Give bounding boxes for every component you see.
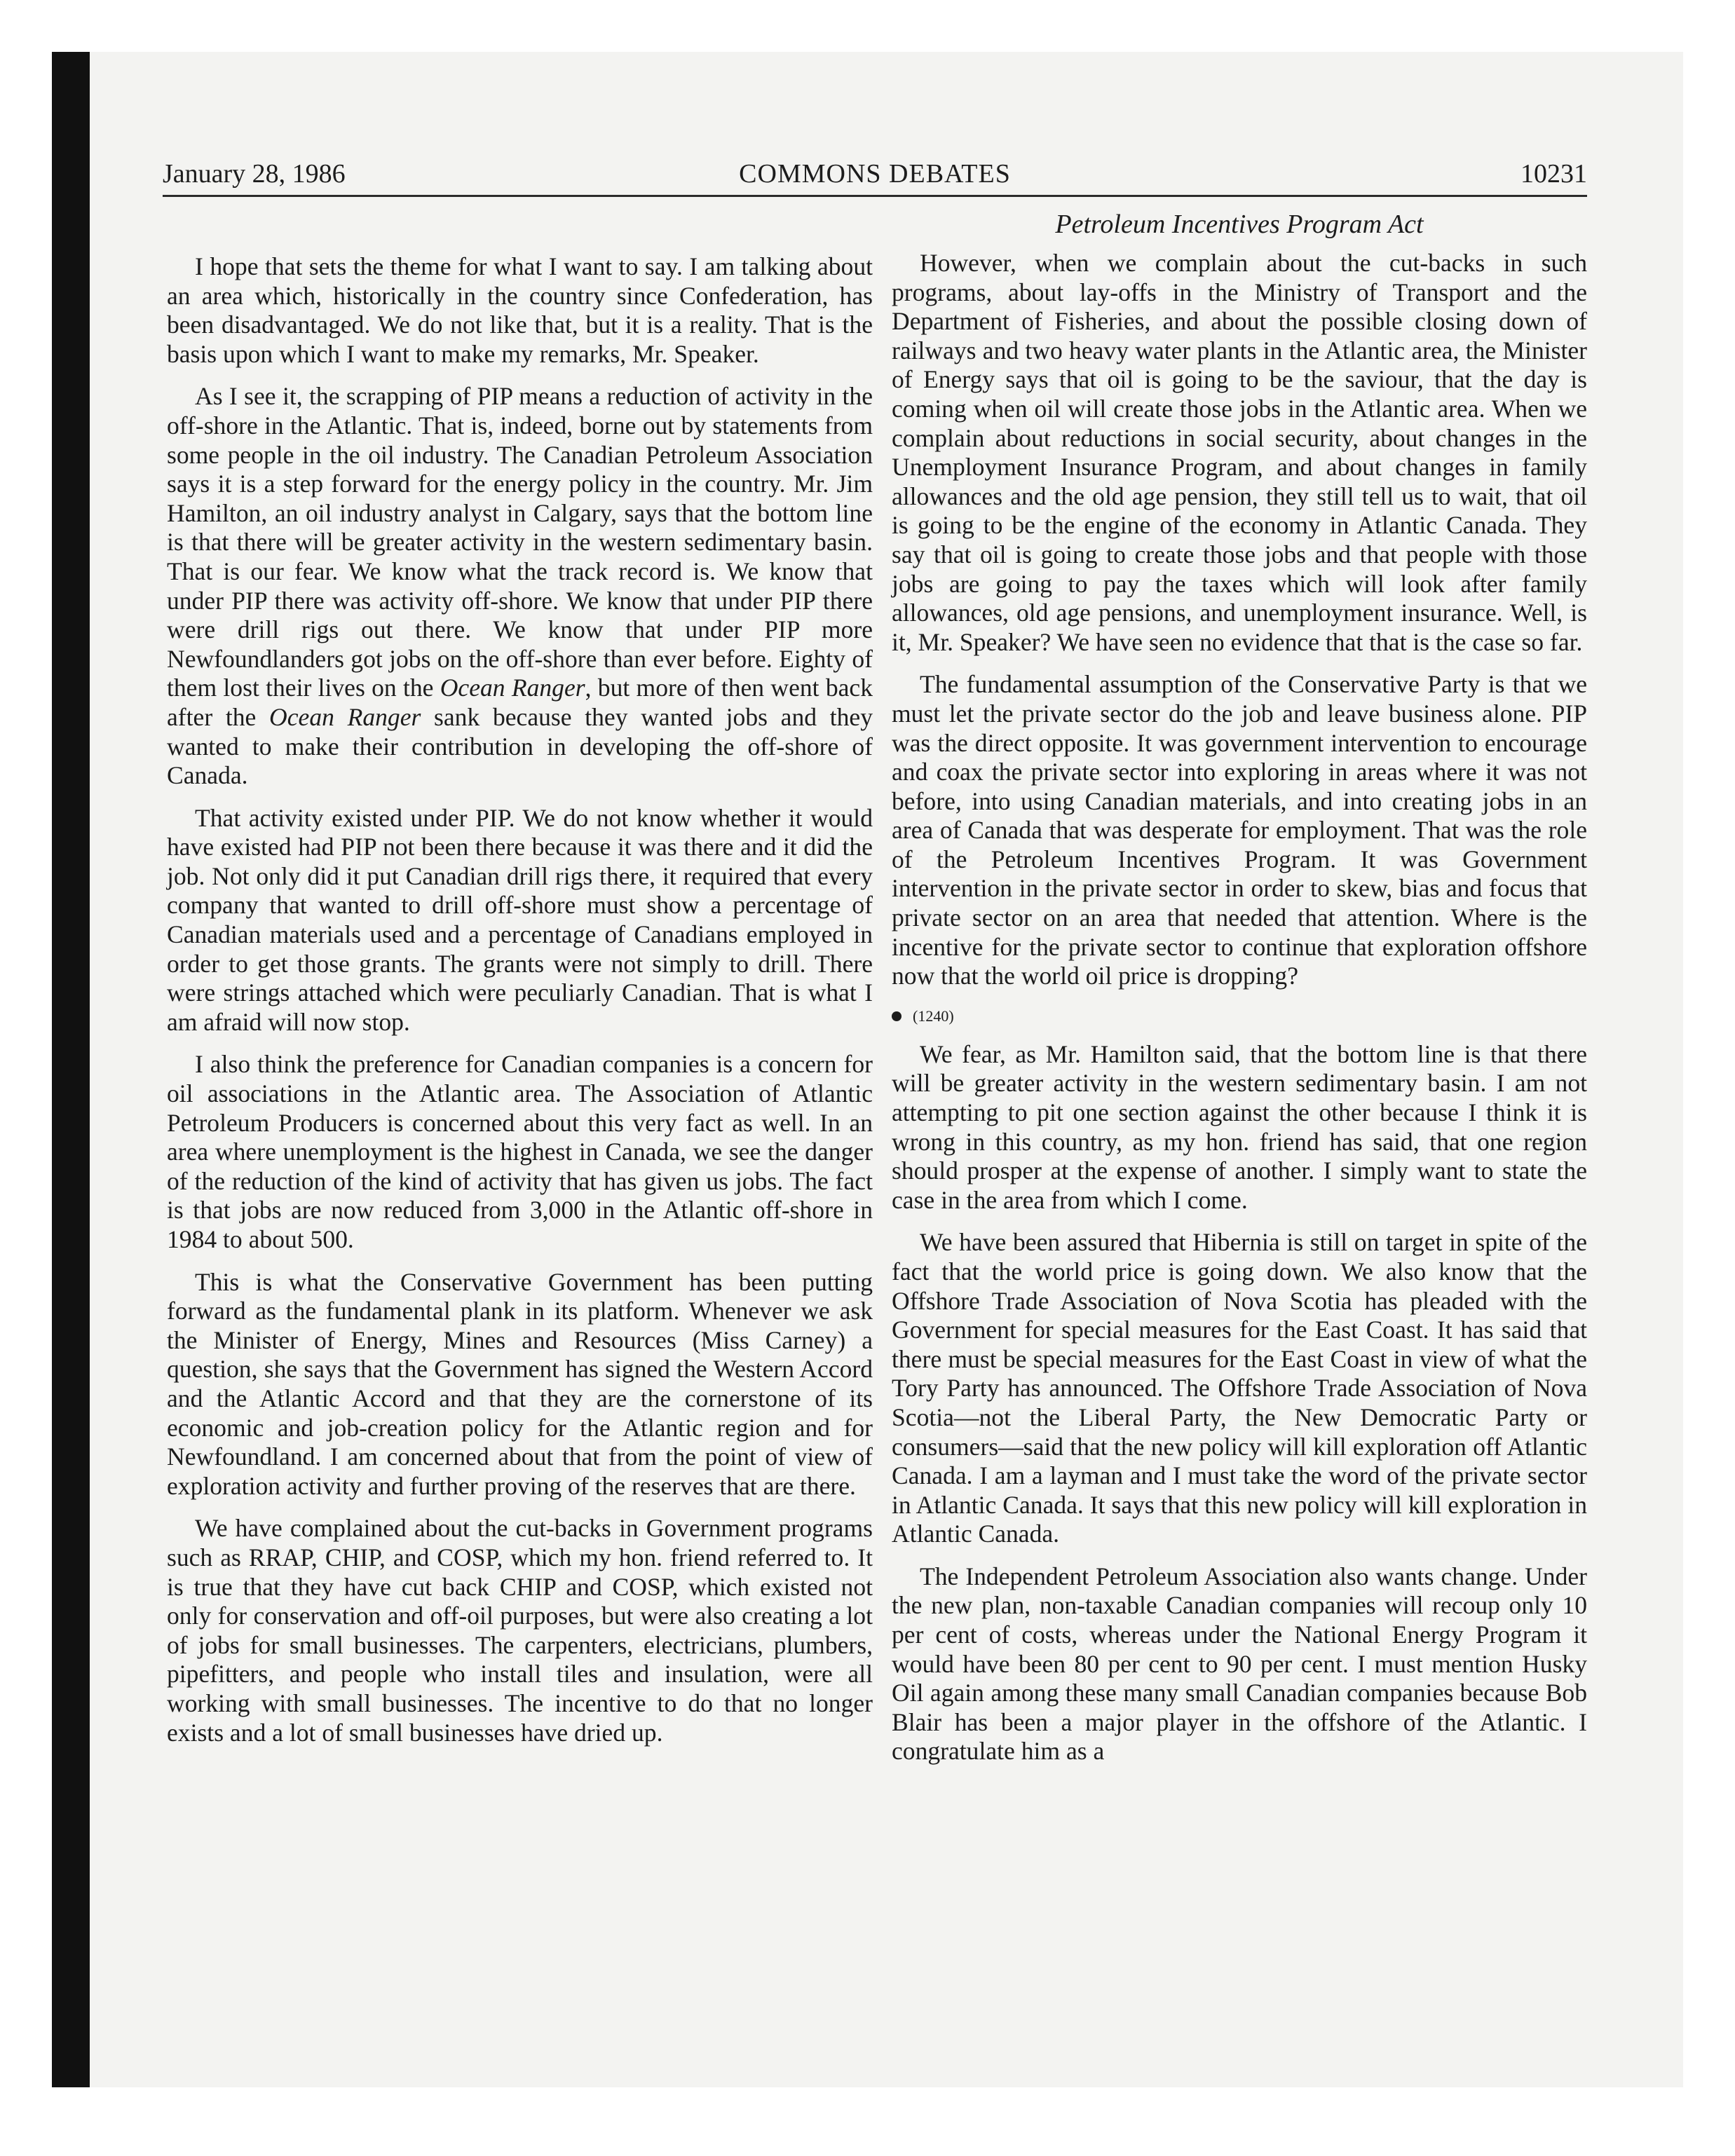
paragraph: However, when we complain about the cut-backs in such programs, about lay-offs in the Ministry of Transport and the Department of Fisheries, and about the possible closing down of railways and two heavy water plants in the Atlantic area, the Minister of Energy says that oil is going to be the saviour, that the day is coming when oil will create those jobs in the Atlantic area. When we complain about reductions in social security, about changes in the Unemployment Insurance Program, and about changes in family allowances and the old age pension, they still tell us to wait, that oil is going to be the engine of the economy in Atlantic Canada. They say that oil is going to create those jobs and that people with those jobs are going to pay the taxes which will look after family allowances, old age pensions, and unemployment insurance. Well, is it, Mr. Speaker? We have seen no evidence that that is the case so far. <box>892 249 1587 656</box>
time-marker-label: (1240) <box>913 1007 954 1025</box>
time-marker <box>892 1004 1587 1027</box>
paragraph: I also think the preference for Canadian companies is a concern for oil associations in the Atlantic area. The Association of Atlantic Petroleum Producers is concerned about this very fact as well. In an area where unemployment is the highest in Canada, we see the danger of the reduction of the kind of activity that has given us jobs. The fact is that jobs are now reduced from 3,000 in the Atlantic off-shore in 1984 to about 500. <box>167 1050 873 1253</box>
header-date: January 28, 1986 <box>163 159 346 189</box>
paragraph: We have complained about the cut-backs in Government programs such as RRAP, CHIP, and COSP, which my hon. friend referred to. It is true that they have cut back CHIP and COSP, which existed not only for conservation and off-oil purposes, but were also creating a lot of jobs for small businesses. The carpenters, electricians, plumbers, pipefitters, and people who install tiles and insulation, were all working with small businesses. The incentive to do that no longer exists and a lot of small businesses have dried up. <box>167 1514 873 1747</box>
header-title: COMMONS DEBATES <box>739 159 1011 189</box>
bullet-icon <box>892 1011 901 1021</box>
paragraph: I hope that sets the theme for what I want to say. I am talking about an area which, historically in the country since Confederation, has been disadvantaged. We do not like that, but it is a reality. That is the basis upon which I want to make my remarks, Mr. Speaker. <box>167 252 873 368</box>
paragraph: This is what the Conservative Government has been putting forward as the fundamental plank in its platform. Whenever we ask the Minister of Energy, Mines and Resources (Miss Carney) a question, she says that the Government has signed the Western Accord and the Atlantic Accord and that they are the cornerstone of its economic and job-creation policy for the Atlantic region and for Newfoundland. I am concerned about that from the point of view of exploration activity and further proving of the reserves that are there. <box>167 1267 873 1500</box>
paragraph: The Independent Petroleum Association also wants change. Under the new plan, non-taxable Canadian companies will recoup only 10 per cent of costs, whereas under the National Energy Program it would have been 80 per cent to 90 per cent. I must mention Husky Oil again among these many small Canadian companies because Bob Blair has been a major player in the offshore of the Atlantic. I congratulate him as a <box>892 1562 1587 1766</box>
paragraph: We have been assured that Hibernia is still on target in spite of the fact that the world price is going down. We also know that the Offshore Trade Association of Nova Scotia has pleaded with the Government for special measures for the East Coast. It has said that there must be special measures for the East Coast in view of what the Tory Party has announced. The Offshore Trade Association of Nova Scotia—not the Liberal Party, the New Democratic Party or consumers—said that the new policy will kill exploration off Atlantic Canada. I am a layman and I must take the word of the private sector in Atlantic Canada. It says that this new policy will kill exploration in Atlantic Canada. <box>892 1228 1587 1548</box>
running-head: Petroleum Incentives Program Act <box>1055 210 1424 239</box>
page-header <box>163 156 1587 197</box>
scan-edge-bar <box>52 52 90 2087</box>
paragraph: That activity existed under PIP. We do not know whether it would have existed had PIP not been there because it was there and it did the job. Not only did it put Canadian drill rigs there, it required that every company that wanted to drill off-shore must show a percentage of Canadian materials used and a percentage of Canadians employed in order to get those grants. The grants were not simply to drill. There were strings attached which were peculiarly Canadian. That is what I am afraid will now stop. <box>167 803 873 1036</box>
right-column <box>892 249 1587 1780</box>
header-page-number: 10231 <box>1520 159 1587 189</box>
paragraph: We fear, as Mr. Hamilton said, that the bottom line is that there will be greater activity in the western sedimentary basin. I am not attempting to pit one section against the other because I think it is wrong in this country, as my hon. friend has said, that one region should prosper at the expense of another. I simply want to state the case in the area from which I come. <box>892 1039 1587 1214</box>
paragraph: The fundamental assumption of the Conservative Party is that we must let the private sector do the job and leave business alone. PIP was the direct opposite. It was government intervention to encourage and coax the private sector into exploring in areas where it was not before, into using Canadian materials, and into creating jobs in an area of Canada that was desperate for employment. That was the role of the Petroleum Incentives Program. It was Government intervention in the private sector in order to skew, bias and focus that private sector on an area that needed that attention. Where is the incentive for the private sector to continue that exploration offshore now that the world oil price is dropping? <box>892 670 1587 990</box>
paragraph: As I see it, the scrapping of PIP means a reduction of activity in the off-shore in the Atlantic. That is, indeed, borne out by statements from some people in the oil industry. The Canadian Petroleum Association says it is a step forward for the energy policy in the country. Mr. Jim Hamilton, an oil industry analyst in Calgary, says that the bottom line is that there will be greater activity in the western sedimentary basin. That is our fear. We know what the track record is. We know that under PIP there was activity off-shore. We know that under PIP there were drill rigs out there. We know that under PIP more Newfoundlanders got jobs on the off-shore than ever before. Eighty of them lost their lives on the Ocean Ranger, but more of then went back after the Ocean Ranger sank because they wanted jobs and they wanted to make their contribution in developing the off-shore of Canada. <box>167 382 873 790</box>
left-column <box>167 252 873 1761</box>
